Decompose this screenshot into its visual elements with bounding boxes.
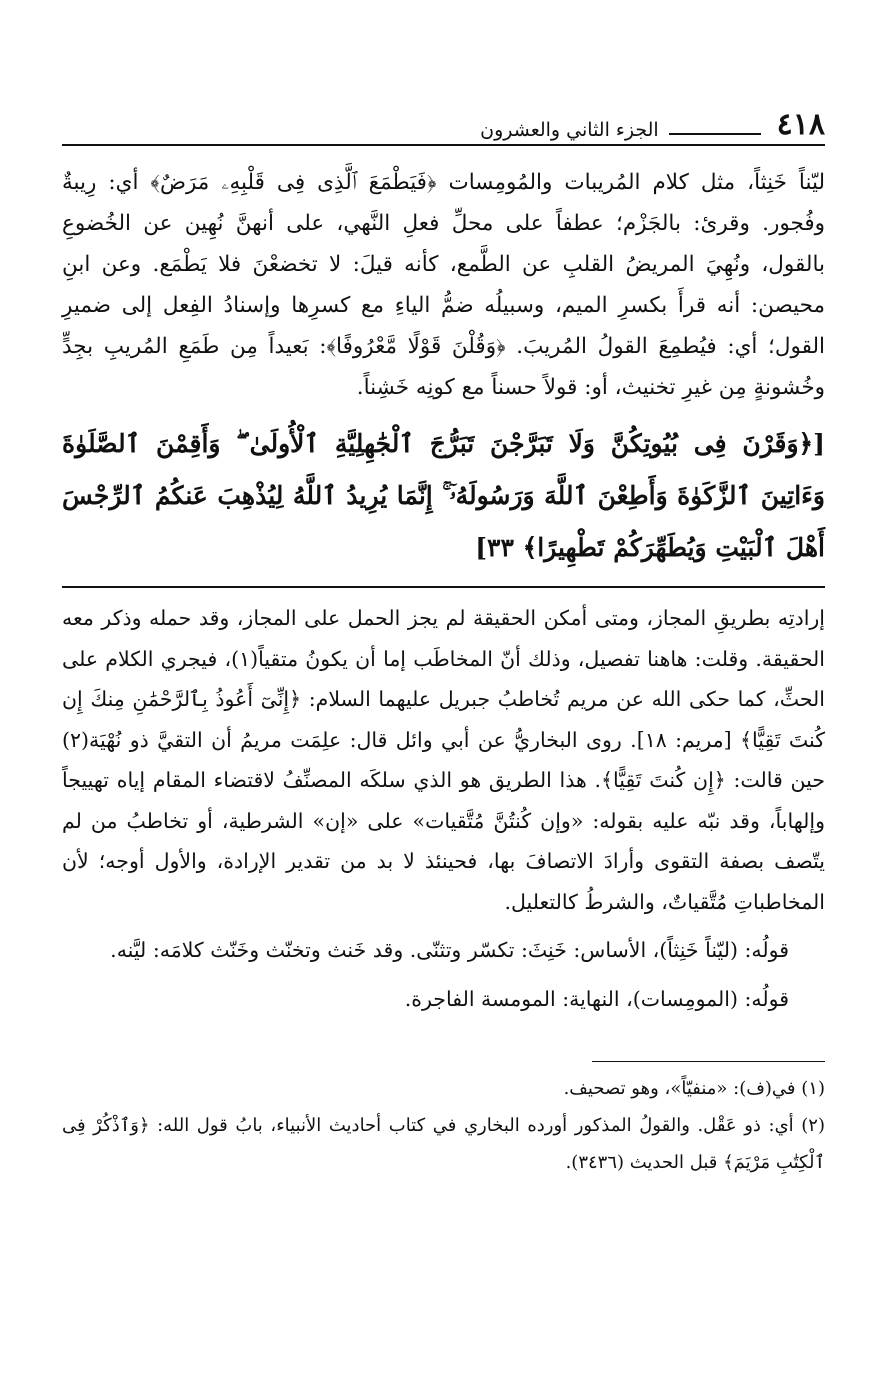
gloss-section [62,598,825,1019]
section-divider [62,586,825,588]
footnote: (٢) أي: ذو عَقْل. والقولُ المذكور أورده البخاري في كتاب أحاديث الأنبياء، بابُ قول الله: ﴿وَٱذْكُرْ فِى ٱلْكِتَٰبِ مَرْيَمَ﴾ قبل الحديث (٣٤٣٦). [62,1115,825,1173]
footnote: (١) في(ف): «منفيّاً»، وهو تصحيف. [563,1078,825,1099]
quran-verse-block [62,418,825,574]
gloss-paragraph: قولُه: (ليّناً خَنِثاً)، الأساس: خَنِثَ: تكسّر وتثنّى. وقد خَنث وتخنّث وخَنّث كلامَه: ليَّنه. [110,938,789,962]
commentary-section [62,162,825,408]
gloss-paragraph: قولُه: (المومِسات)، النهاية: المومسة الفاجرة. [404,986,789,1011]
running-head: الجزء الثاني والعشرون [480,119,659,141]
quran-verse: [﴿وَقَرْنَ فِى بُيُوتِكُنَّ وَلَا تَبَرَّجْنَ تَبَرُّجَ ٱلْجَٰهِلِيَّةِ ٱلْأُولَىٰ ۖ وَأَقِمْنَ ٱلصَّلَوٰةَ وَءَاتِينَ ٱلزَّكَوٰةَ وَأَطِعْنَ ٱللَّهَ وَرَسُولَهُۥٓ ۚ إِنَّمَا يُرِيدُ ٱللَّهُ لِيُذْهِبَ عَنكُمُ ٱلرِّجْسَ أَهْلَ ٱلْبَيْتِ وَيُطَهِّرَكُمْ تَطْهِيرًا﴾ ٣٣] [62,429,825,562]
footnote-rule [592,1061,825,1062]
gloss-paragraph: إرادتِه بطريقِ المجاز، ومتى أمكن الحقيقة لم يجز الحمل على المجاز، وقد حمله وذكر معه الحقيقة. وقلت: هاهنا تفصيل، وذلك أنّ المخاطَب إما أن يكونُ متقياً(١)، فيجري الكلام على الحثِّ، كما حكى الله عن مريم تُخاطبُ جبريل عليهما السلام: ﴿إِنِّىٓ أَعُوذُ بِٱلرَّحْمَٰنِ مِنكَ إِن كُنتَ تَقِيًّا﴾ [مريم: ١٨]. روى البخاريُّ عن أبي وائل قال: علِمَت مريمُ أن التقيَّ ذو نُهْيَة(٢) حين قالت: ﴿إِن كُنتَ تَقِيًّا﴾. هذا الطريق هو الذي سلكَه المصنِّفُ لاقتضاء المقام إياه تهييجاً وإلهاباً، وقد نبّه عليه بقوله: «وإن كُنتُنَّ مُتَّقيات» على «إن» الشرطية، أو تخاطبُ من لم يتّصف بصفة التقوى وأرادَ الاتصافَ بها، فحينئذ لا بد من تقدير الإرادة، والأول أوجه؛ لأن المخاطباتِ مُتَّقياتٌ، والشرطُ كالتعليل. [62,606,826,914]
commentary-paragraph: ليّناً خَنِثاً، مثل كلام المُريبات والمُومِسات ﴿فَيَطْمَعَ ٱلَّذِى فِى قَلْبِهِۦ مَرَضٌ﴾ أي: رِيبةٌ وفُجور. وقرئ: بالجَزْم؛ عطفاً على محلِّ فعلِ النَّهي، على أنهنَّ نُهِين عن الخُضوعِ بالقول، ونُهِيَ المريضُ القلبِ عن الطَّمع، كأنه قيلَ: لا تخضعْنَ فلا يَطْمَع. وعن ابنِ محيصن: أنه قرأَ بكسرِ الميم، وسبيلُه ضمُّ الياءِ مع كسرِها وإسنادُ الفِعل إلى ضميرِ القول؛ أي: فيُطمِعَ القولُ المُريبَ. ﴿وَقُلْنَ قَوْلًا مَّعْرُوفًا﴾: بَعيداً مِن طَمَعِ المُريبِ بجِدٍّ وخُشونةٍ مِن غيرِ تخنيث، أو: قولاً حسناً مع كونِه خَشِناً. [62,170,825,400]
header-rule [669,133,761,135]
page-number: ٤١٨ [776,107,825,142]
page-header [62,100,825,146]
footnotes [62,1070,825,1181]
book-page [62,100,825,1181]
